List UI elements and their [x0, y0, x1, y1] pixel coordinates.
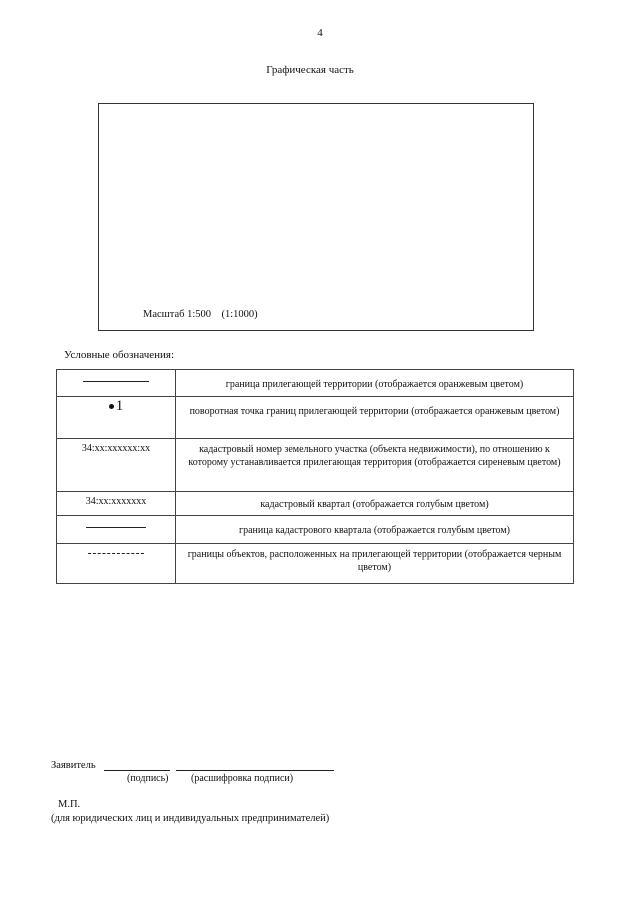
legend-symbol-cadastral-number [57, 439, 176, 492]
dot-icon [109, 404, 114, 409]
stamp-note: (для юридических лиц и индивидуальных предпринимателей) [51, 813, 330, 824]
section-title: Графическая часть [266, 64, 354, 76]
legend-row [57, 544, 574, 584]
scale-label: Масштаб 1:500 (1:1000) [143, 309, 258, 320]
legend-description: границы объектов, расположенных на прилегающей территории (отображается черным цветом) [176, 544, 574, 584]
graphic-frame [98, 103, 534, 331]
stamp-label: М.П. [58, 799, 81, 810]
legend-symbol-cadastral-quarter [57, 492, 176, 516]
legend-description: граница кадастрового квартала (отображается голубым цветом) [176, 516, 574, 544]
legend-row [57, 516, 574, 544]
dashed-line-symbol [88, 546, 144, 554]
legend-symbol-boundary-line [57, 370, 176, 397]
legend-description: граница прилегающей территории (отображается оранжевым цветом) [176, 370, 574, 397]
cadastral-quarter-symbol: 34:хх:ххххххх [85, 496, 147, 507]
legend-row [57, 397, 574, 439]
turning-point-symbol [109, 398, 124, 414]
cadastral-number-symbol: 34:хх:хххххх:хх [81, 443, 151, 454]
legend-symbol-turning-point [57, 397, 176, 439]
page-number: 4 [317, 27, 323, 39]
applicant-label: Заявитель [51, 760, 96, 771]
signature-decoding-line [176, 770, 334, 771]
legend-description: кадастровый квартал (отображается голубым цветом) [176, 492, 574, 516]
signature-decoding-caption: (расшифровка подписи) [191, 773, 294, 784]
legend-symbol-object-boundary [57, 544, 176, 584]
legend-table [56, 369, 574, 584]
signature-caption: (подпись) [127, 773, 169, 784]
legend-row [57, 492, 574, 516]
turning-point-number: 1 [115, 398, 124, 414]
legend-description: кадастровый номер земельного участка (объекта недвижимости), по отношению к которому устанавливается прилегающая территория (отображается сиреневым цветом) [176, 439, 574, 492]
legend-heading: Условные обозначения: [64, 349, 175, 361]
legend-description: поворотная точка границ прилегающей территории (отображается оранжевым цветом) [176, 397, 574, 439]
legend-row [57, 439, 574, 492]
signature-line [104, 770, 170, 771]
legend-symbol-quarter-boundary [57, 516, 176, 544]
legend-row [57, 370, 574, 397]
solid-line-symbol [86, 516, 146, 528]
solid-line-symbol [83, 370, 149, 382]
